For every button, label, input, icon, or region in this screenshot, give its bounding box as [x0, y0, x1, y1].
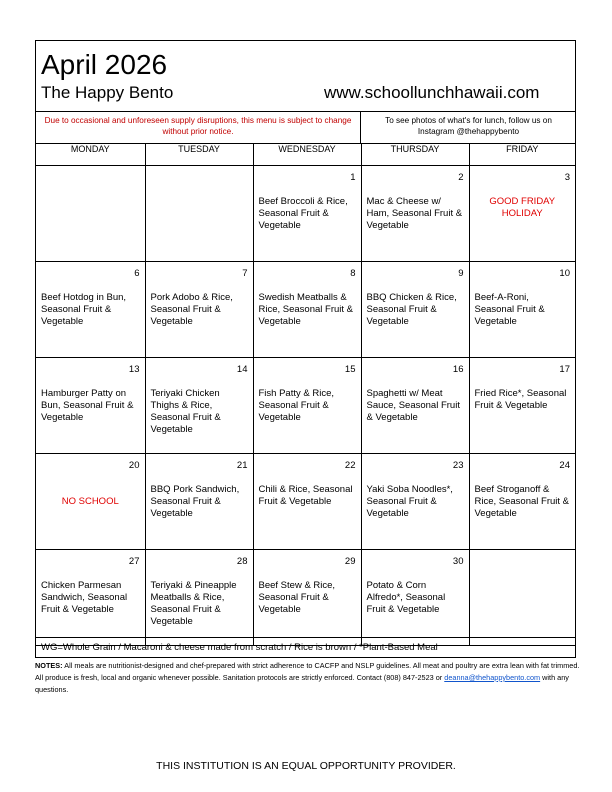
day-cell: [36, 454, 145, 550]
day-cell: [36, 262, 145, 358]
meal-text: Swedish Meatballs & Rice, Seasonal Fruit & Vegetable: [258, 292, 354, 327]
day-cell: [361, 358, 469, 454]
meal-text: Beef Hotdog in Bun, Seasonal Fruit & Vegetable: [41, 292, 127, 327]
day-number: 9: [458, 268, 464, 279]
menu-header: [36, 41, 575, 111]
meal-text: Spaghetti w/ Meat Sauce, Seasonal Fruit & Vegetable: [366, 388, 460, 423]
week-row: [36, 262, 575, 358]
holiday-label: [470, 196, 576, 220]
day-number: 6: [134, 268, 140, 279]
day-number: 27: [128, 556, 140, 567]
day-cell: [469, 262, 575, 358]
notes-label: NOTES:: [35, 661, 63, 670]
day-number: 15: [344, 364, 356, 375]
meal-text: Beef-A-Roni, Seasonal Fruit & Vegetable: [474, 292, 545, 327]
day-number: 20: [128, 460, 140, 471]
no-school-label: NO SCHOOL: [61, 496, 119, 507]
day-cell: [253, 550, 361, 646]
day-cell: [253, 262, 361, 358]
equal-opportunity-footer: THIS INSTITUTION IS AN EQUAL OPPORTUNITY PROVIDER.: [156, 760, 456, 772]
day-number: 28: [236, 556, 248, 567]
day-number: 1: [350, 172, 356, 183]
day-number: 24: [559, 460, 570, 471]
day-number: 23: [452, 460, 464, 471]
day-cell: [361, 454, 469, 550]
day-number: 16: [452, 364, 464, 375]
notes-text: All meals are nutritionist-designed and chef-prepared with strict adherence to CACFP and NSLP guidelines. All meat and poultry are extra lean with fat trimmed. All produce is fresh, local and organic whenever possible. Sanitation protocols are strictly enforced. Contact (808) 847-2523 or: [35, 661, 580, 682]
weekday-header-row: [36, 144, 575, 166]
day-number: 10: [559, 268, 570, 279]
contact-email-link[interactable]: deanna@thehappybento.com: [444, 673, 541, 682]
week-row: [36, 550, 575, 646]
day-number: 7: [242, 268, 248, 279]
weekday-wednesday: WEDNESDAY: [253, 144, 361, 166]
weekday-thursday: THURSDAY: [361, 144, 469, 166]
weekday-monday: MONDAY: [36, 144, 145, 166]
meal-text: Hamburger Patty on Bun, Seasonal Fruit & Vegetable: [41, 388, 134, 423]
day-cell: [361, 166, 469, 262]
meal-text: Potato & Corn Alfredo*, Seasonal Fruit & Vegetable: [366, 580, 446, 615]
holiday-text: GOOD FRIDAY HOLIDAY: [489, 196, 556, 219]
day-number: 30: [452, 556, 464, 567]
week-row: [36, 454, 575, 550]
week-row: [36, 166, 575, 262]
day-cell: [361, 550, 469, 646]
day-number: 17: [559, 364, 570, 375]
meal-text: Fish Patty & Rice, Seasonal Fruit & Vegetable: [258, 388, 334, 423]
meal-text: Mac & Cheese w/ Ham, Seasonal Fruit & Vegetable: [366, 196, 463, 231]
week-row: [36, 358, 575, 454]
day-cell-empty: [469, 550, 575, 646]
notes-tail: with any questions.: [35, 673, 569, 694]
website-link[interactable]: www.schoollunchhawaii.com: [324, 83, 540, 102]
meal-text: BBQ Pork Sandwich, Seasonal Fruit & Vegetable: [150, 484, 240, 519]
meal-text: Teriyaki Chicken Thighs & Rice, Seasonal Fruit & Vegetable: [150, 388, 221, 435]
day-cell-empty: [145, 166, 253, 262]
day-cell-empty: [36, 166, 145, 262]
notice-row: [36, 111, 575, 143]
meal-text: Beef Stroganoff & Rice, Seasonal Fruit & Vegetable: [474, 484, 570, 519]
menu-legend: WG=Whole Grain / Macaroni & cheese made from scratch / Rice is brown / *Plant-Based Meal: [36, 637, 575, 658]
day-number: 21: [236, 460, 248, 471]
day-cell: [469, 166, 575, 262]
day-cell: [253, 358, 361, 454]
day-number: 29: [344, 556, 356, 567]
page-title: April 2026: [41, 49, 168, 80]
day-number: 3: [564, 172, 570, 183]
company-name: The Happy Bento: [41, 83, 174, 102]
day-cell: [36, 550, 145, 646]
day-cell: [469, 454, 575, 550]
day-cell: [469, 358, 575, 454]
lunch-calendar: [36, 143, 575, 646]
meal-text: Chili & Rice, Seasonal Fruit & Vegetable: [258, 484, 353, 507]
meal-text: Yaki Soba Noodles*, Seasonal Fruit & Vegetable: [366, 484, 453, 519]
weekday-tuesday: TUESDAY: [145, 144, 253, 166]
day-cell: [253, 454, 361, 550]
day-number: 8: [350, 268, 356, 279]
meal-text: Chicken Parmesan Sandwich, Seasonal Fruit & Vegetable: [41, 580, 128, 615]
day-cell: [36, 358, 145, 454]
meal-text: Beef Stew & Rice, Seasonal Fruit & Vegetable: [258, 580, 336, 615]
meal-text: Fried Rice*, Seasonal Fruit & Vegetable: [474, 388, 567, 411]
day-cell: [145, 550, 253, 646]
day-cell: [253, 166, 361, 262]
day-cell: [145, 262, 253, 358]
disclaimer-notice: Due to occasional and unforeseen supply disruptions, this menu is subject to change without prior notice.: [36, 112, 361, 143]
meal-text: Teriyaki & Pineapple Meatballs & Rice, Seasonal Fruit & Vegetable: [150, 580, 237, 627]
notes-section: [35, 660, 580, 696]
day-number: 13: [128, 364, 140, 375]
instagram-notice: To see photos of what's for lunch, follow us on Instagram @thehappybento: [385, 116, 552, 136]
weekday-friday: FRIDAY: [469, 144, 575, 166]
meal-text: BBQ Chicken & Rice, Seasonal Fruit & Vegetable: [366, 292, 457, 327]
day-number: 22: [344, 460, 356, 471]
day-number: 2: [458, 172, 464, 183]
day-number: 14: [236, 364, 248, 375]
meal-text: Beef Broccoli & Rice, Seasonal Fruit & Vegetable: [258, 196, 348, 231]
day-cell: [145, 358, 253, 454]
day-cell: [145, 454, 253, 550]
menu-frame: [35, 40, 576, 658]
meal-text: Pork Adobo & Rice, Seasonal Fruit & Vegetable: [150, 292, 233, 327]
day-cell: [361, 262, 469, 358]
